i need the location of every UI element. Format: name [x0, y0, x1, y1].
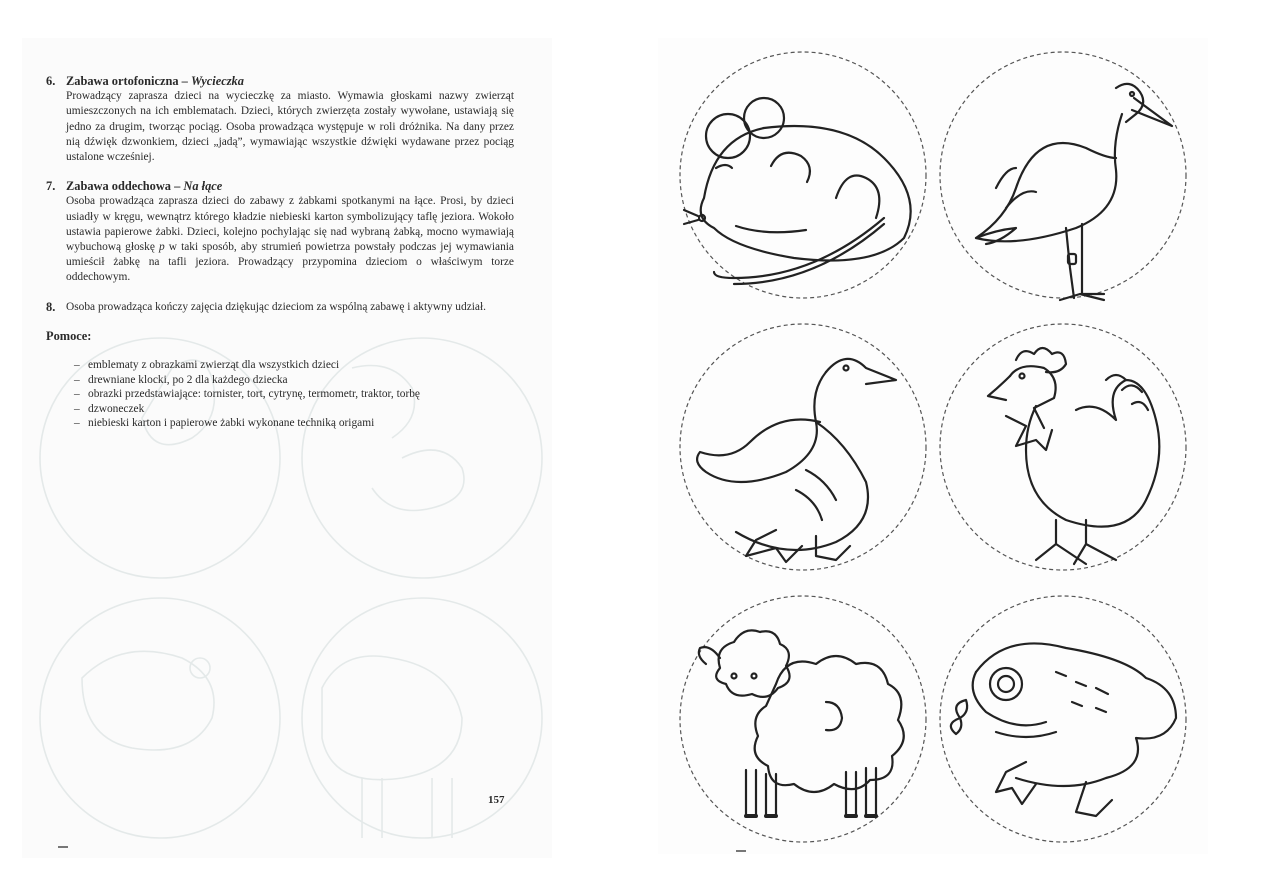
emblem-mouse	[676, 48, 930, 302]
activity-number: 7.	[46, 179, 56, 194]
activity-number: 8.	[46, 299, 56, 314]
activity-description: Osoba prowadząca kończy zajęcia dziękując dzieciom za wspólną zabawę i aktywny udział.	[66, 300, 486, 313]
stork-icon	[936, 48, 1190, 302]
emblem-grid	[658, 38, 1208, 854]
left-page	[22, 38, 552, 858]
mouse-icon	[676, 48, 930, 302]
sheep-icon	[676, 592, 930, 846]
emblem-sheep	[676, 592, 930, 846]
scan-mark	[736, 850, 746, 852]
emblem-duck	[676, 320, 930, 574]
activity-6	[46, 74, 514, 165]
hen-icon	[936, 320, 1190, 574]
activity-description: Osoba prowadząca zaprasza dzieci do zabawy z żabkami spotkanymi na łące. Prosi, by dzieci usiadły w kręgu, wewnątrz którego kładzie niebieski karton symbolizujący taflę jeziora. Wokoło ustawia papierowe żabki. Dzieci, kolejno pochylając się nad wybraną żabką, mocno wymawiają wybuchową głoskę p w taki sposób, aby strumień powietrza powstały podczas jej wymawiania umieścił żabkę na tafli jeziora. Prowadzący przypomina dzieciom o właściwym torze oddechowym.	[66, 195, 514, 284]
duck-icon	[676, 320, 930, 574]
emblem-stork	[936, 48, 1190, 302]
list-item: – niebieski karton i papierowe żabki wykonane techniką origami	[74, 416, 514, 431]
activity-number: 6.	[46, 74, 56, 88]
emblem-frog	[936, 592, 1190, 846]
emblem-hen	[936, 320, 1190, 574]
activity-8	[46, 299, 514, 315]
activity-7	[46, 179, 514, 285]
list-item: – obrazki przedstawiające: tornister, tort, cytrynę, termometr, traktor, torbę	[74, 387, 514, 402]
activity-title: Zabawa ortofoniczna – Wycieczka	[66, 74, 244, 88]
scan-mark	[58, 846, 68, 848]
activity-description: Prowadzący zaprasza dzieci na wycieczkę za miasto. Wymawia głoskami nazwy zwierząt umieszczonych na ich emblematach. Dzieci, których zwierzęta zostały wywołane, ustawiają się jedno za drugim, tworząc pociąg. Osoba prowadząca występuje w roli dróżnika. Na dany przez nią dźwięk dzwonkiem, dzieci „jadą”, wymawiając wszystkie dźwięki wydawane przez pociąg ustalone wcześniej.	[66, 90, 514, 164]
materials-heading: Pomoce:	[46, 328, 92, 343]
list-item: – dzwoneczek	[74, 402, 514, 417]
list-item: – emblematy z obrazkami zwierząt dla wszystkich dzieci	[74, 358, 514, 373]
frog-icon	[936, 592, 1190, 846]
list-item: – drewniane klocki, po 2 dla każdego dziecka	[74, 373, 514, 388]
activity-title: Zabawa oddechowa – Na łące	[66, 179, 223, 194]
materials-list	[66, 358, 514, 431]
instructions-text	[46, 74, 514, 431]
right-page	[658, 38, 1208, 854]
page-number: 157	[488, 794, 505, 806]
